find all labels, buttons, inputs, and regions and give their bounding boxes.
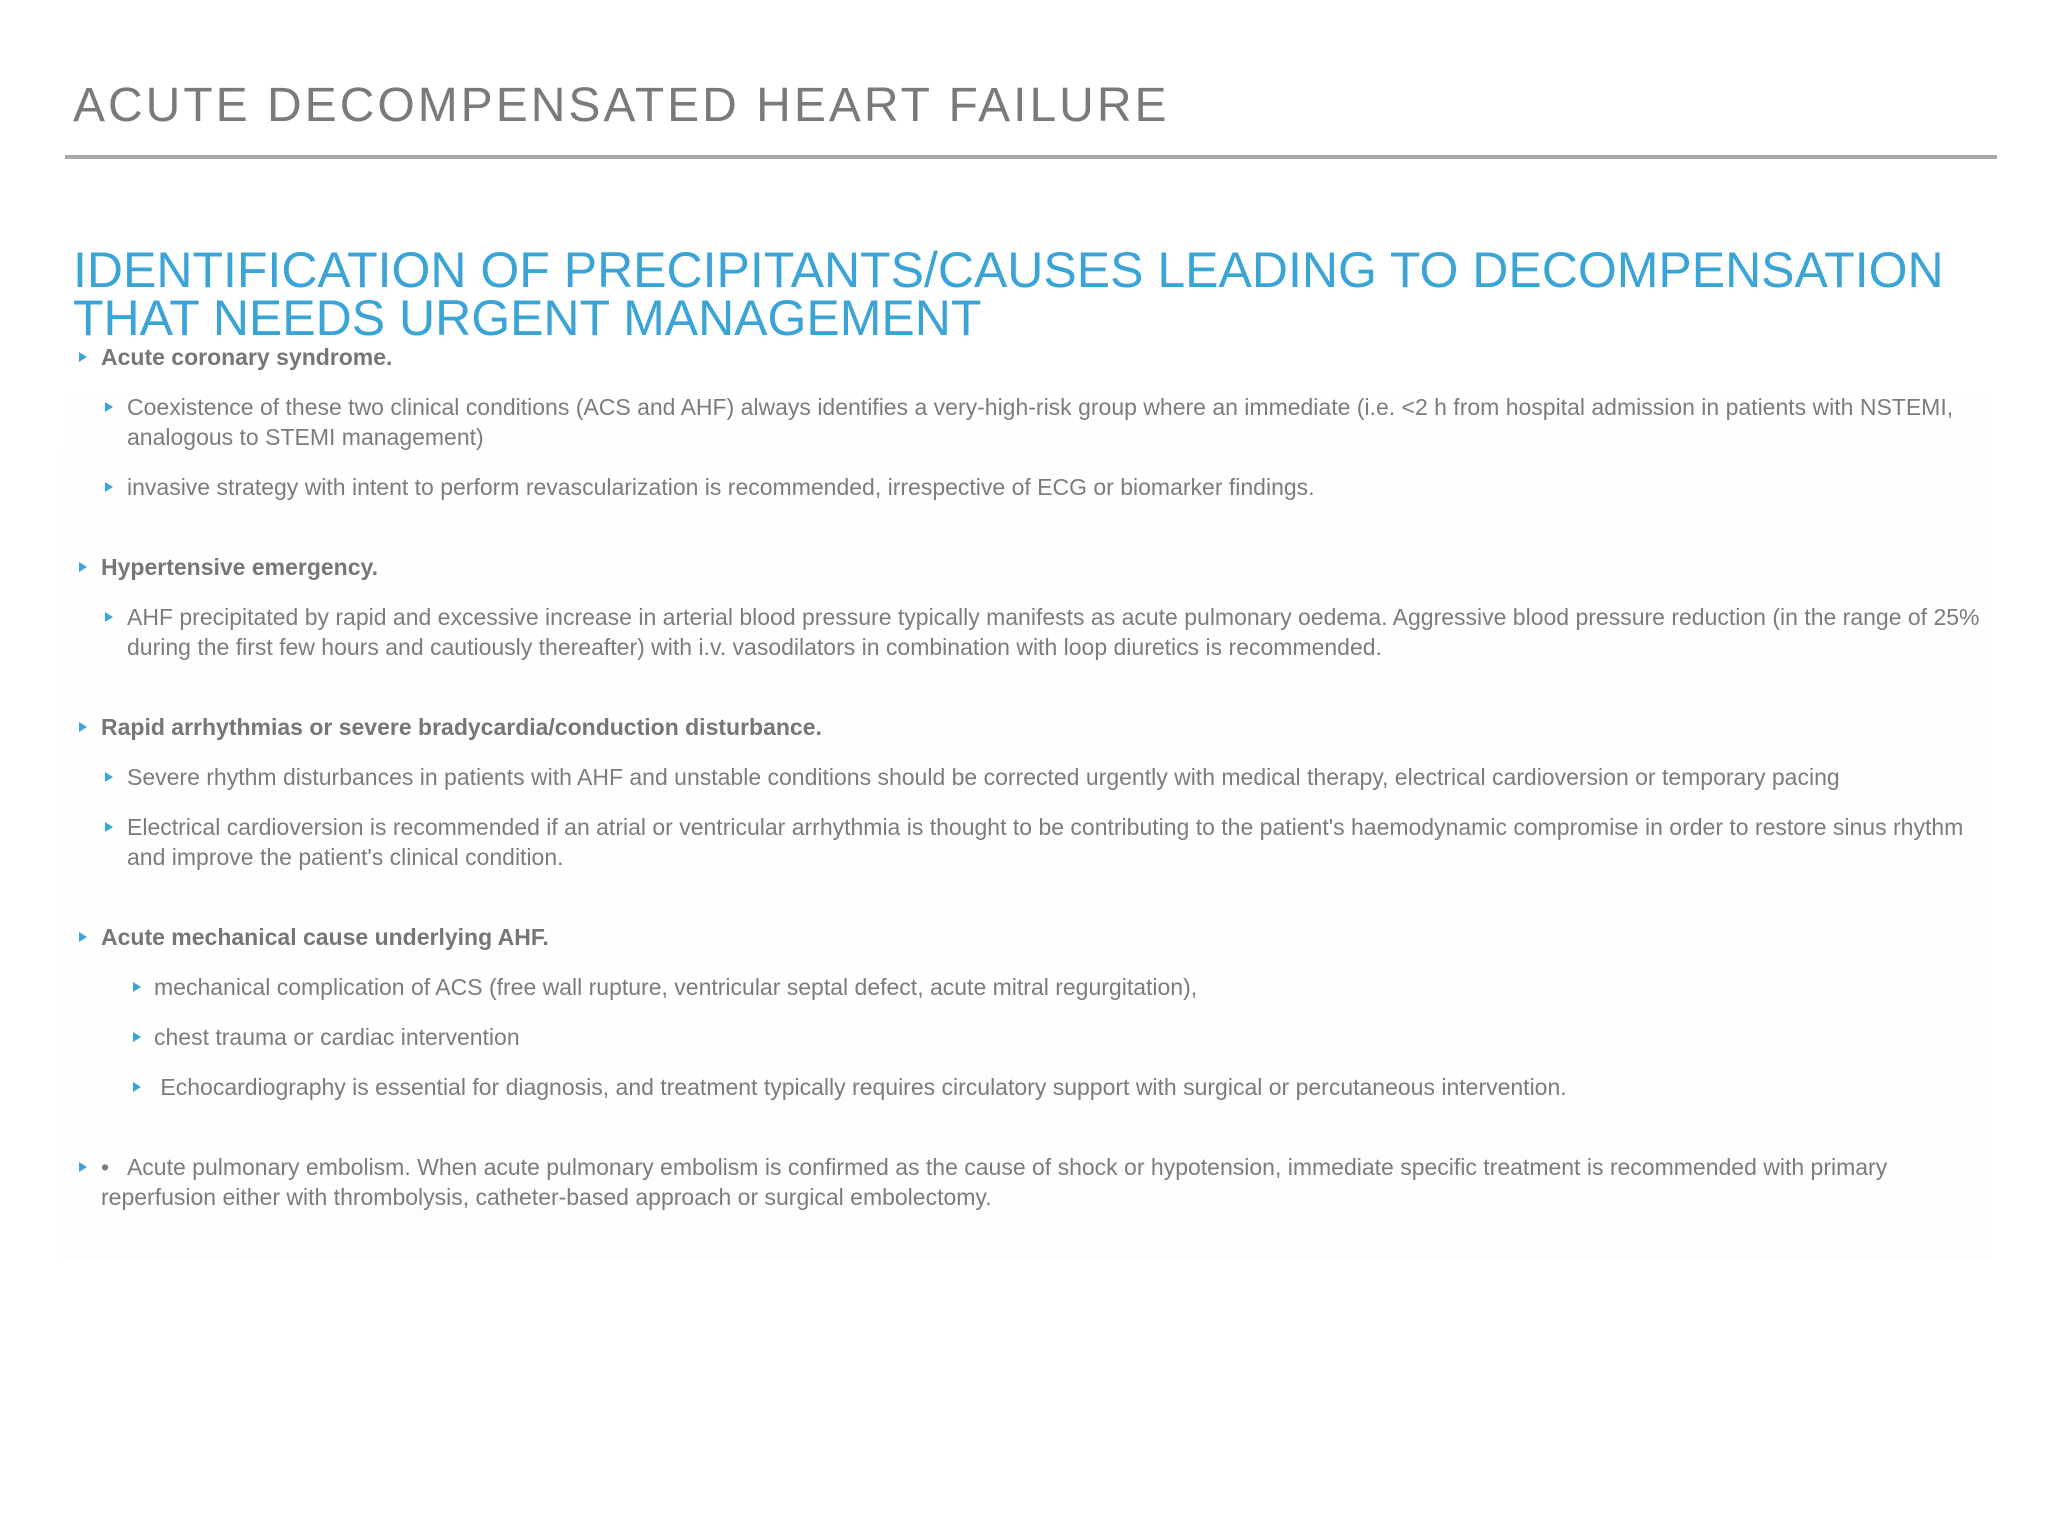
section-heading-line-2: THAT NEEDS URGENT MANAGEMENT bbox=[73, 290, 982, 346]
triangle-bullet-icon bbox=[79, 1152, 93, 1182]
sub-bullet bbox=[75, 392, 1995, 452]
triangle-bullet-icon bbox=[79, 922, 93, 952]
bullet-heading: Acute coronary syndrome. bbox=[101, 344, 393, 370]
sub-bullet bbox=[75, 762, 1995, 792]
bullet-mechanical-cause bbox=[75, 922, 1995, 952]
sub-bullet-text: Severe rhythm disturbances in patients with AHF and unstable conditions should be corrected urgently with medical therapy, electrical cardioversion or temporary pacing bbox=[127, 764, 1840, 790]
sub-bullet-text: mechanical complication of ACS (free wall rupture, ventricular septal defect, acute mitral regurgitation), bbox=[154, 974, 1198, 1000]
sub-bullet-text: chest trauma or cardiac intervention bbox=[154, 1024, 520, 1050]
bullet-heading: Rapid arrhythmias or severe bradycardia/conduction disturbance. bbox=[101, 714, 822, 740]
bullet-heading: Acute mechanical cause underlying AHF. bbox=[101, 924, 549, 950]
bullet-text: • Acute pulmonary embolism. When acute pulmonary embolism is confirmed as the cause of shock or hypotension, immediate specific treatment is recommended with primary reperfusion either with thrombolysis, catheter-based approach or surgical embolectomy. bbox=[101, 1154, 1894, 1210]
bullet-list bbox=[75, 342, 1995, 1212]
bullet-arrhythmias bbox=[75, 712, 1995, 742]
triangle-bullet-icon bbox=[79, 712, 93, 742]
sub-bullet bbox=[75, 1072, 1995, 1102]
sub-bullet bbox=[75, 472, 1995, 502]
sub-bullet bbox=[75, 812, 1995, 872]
triangle-bullet-icon bbox=[105, 602, 119, 632]
section-heading-line-1: IDENTIFICATION OF PRECIPITANTS/CAUSES LEADING TO DECOMPENSATION bbox=[73, 242, 1944, 298]
slide-header-title: ACUTE DECOMPENSATED HEART FAILURE bbox=[73, 79, 1170, 132]
triangle-bullet-icon bbox=[133, 972, 147, 1002]
section-heading bbox=[73, 242, 2013, 346]
triangle-bullet-icon bbox=[133, 1072, 147, 1102]
sub-bullet-text: Echocardiography is essential for diagnosis, and treatment typically requires circulatory support with surgical or percutaneous intervention. bbox=[154, 1074, 1567, 1100]
bullet-hypertensive-emergency bbox=[75, 552, 1995, 582]
sub-bullet-text: invasive strategy with intent to perform revascularization is recommended, irrespective of ECG or biomarker findings. bbox=[127, 474, 1315, 500]
sub-bullet-text: AHF precipitated by rapid and excessive increase in arterial blood pressure typically manifests as acute pulmonary oedema. Aggressive blood pressure reduction (in the range of 25% during the first few hours and cautiously thereafter) with i.v. vasodilators in combination with loop diuretics is recommended. bbox=[127, 604, 1980, 660]
triangle-bullet-icon bbox=[105, 762, 119, 792]
bullet-heading: Hypertensive emergency. bbox=[101, 554, 378, 580]
triangle-bullet-icon bbox=[133, 1022, 147, 1052]
sub-bullet bbox=[75, 602, 1995, 662]
sub-bullet-text: Electrical cardioversion is recommended if an atrial or ventricular arrhythmia is thought to be contributing to the patient's haemodynamic compromise in order to restore sinus rhythm and improve the patient's clinical condition. bbox=[127, 814, 1964, 870]
sub-bullet bbox=[75, 1022, 1995, 1052]
triangle-bullet-icon bbox=[105, 812, 119, 842]
bullet-pulmonary-embolism bbox=[75, 1152, 1995, 1212]
triangle-bullet-icon bbox=[105, 472, 119, 502]
bullet-acute-coronary-syndrome bbox=[75, 342, 1995, 372]
triangle-bullet-icon bbox=[79, 342, 93, 372]
triangle-bullet-icon bbox=[79, 552, 93, 582]
sub-bullet bbox=[75, 972, 1995, 1002]
sub-bullet-text: Coexistence of these two clinical conditions (ACS and AHF) always identifies a very-high-risk group where an immediate (i.e. <2 h from hospital admission in patients with NSTEMI, analogous to STEMI management) bbox=[127, 394, 1954, 450]
header-divider bbox=[65, 155, 1997, 159]
triangle-bullet-icon bbox=[105, 392, 119, 422]
